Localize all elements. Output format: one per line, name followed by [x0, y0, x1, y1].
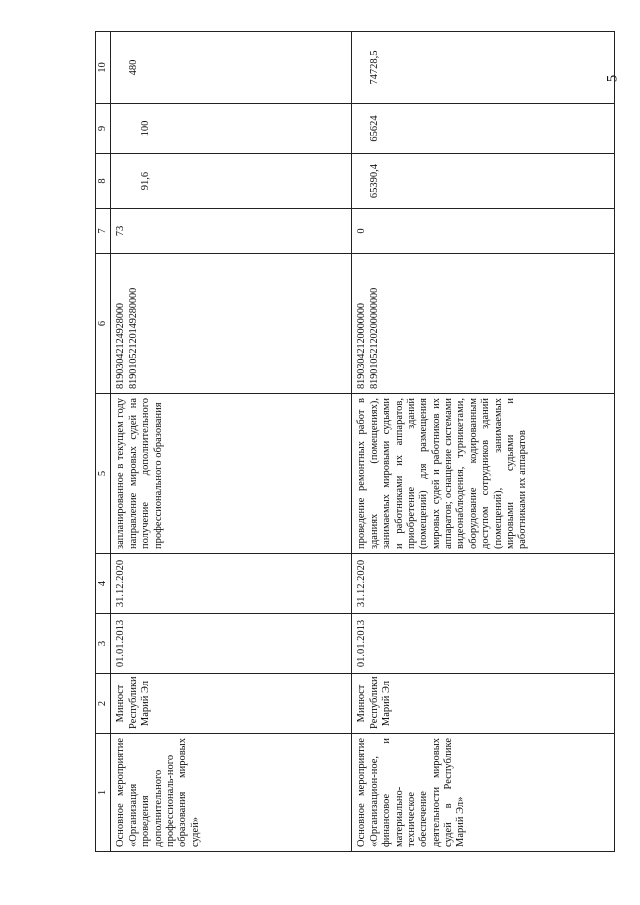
value-10-text: 74728,5 [368, 50, 380, 85]
executor-cell: Минюст Республики Марий Эл [352, 674, 615, 734]
table-row [111, 32, 352, 852]
page-number: 5 [603, 74, 620, 83]
start-date-cell: 01.01.2013 [111, 614, 352, 674]
header-cell-10: 10 [96, 32, 111, 104]
budget-code-line: 81901052120200000000 [368, 287, 380, 389]
header-cell-2: 2 [96, 674, 111, 734]
expected-result-cell: проведение ремонтных работ в зданиях (помещениях), занимаемых мировыми судьями и работниками их аппаратов, приобретение зданий (помещений) для размещения мировых судей и работников их аппаратов; оснащение системами видеонаблюдения, турникетами, оборудование кодированным доступом сотрудников зданий (помещений), занимаемых мировыми судьями и работниками их аппаратов [352, 394, 615, 554]
value-cell-9 [352, 104, 615, 154]
header-cell-7: 7 [96, 209, 111, 254]
budget-code-cell [111, 254, 352, 394]
activity-name-cell: Основное мероприятие «Организацион-ное, финансовое и материально-техническое обеспечение деятельности мировых судей в Республике Марий Эл» [352, 734, 615, 852]
header-cell-3: 3 [96, 614, 111, 674]
budget-code-line: 81901052120149280000 [127, 287, 139, 389]
activity-name-cell: Основное мероприятие «Организация проведения дополнительного профессиональ-ного образования мировых судей» [111, 734, 352, 852]
header-cell-6: 6 [96, 254, 111, 394]
header-cell-9: 9 [96, 104, 111, 154]
program-table [95, 31, 615, 852]
value-cell-10 [111, 32, 352, 104]
value-9-text: 100 [140, 120, 152, 137]
value-10-text: 480 [127, 59, 139, 76]
value-cell-8 [111, 154, 352, 209]
value-cell-7: 73 [111, 209, 352, 254]
expected-result-cell: запланированное в текущем году направление мировых судей на получение дополнительного профессионального образования [111, 394, 352, 554]
executor-cell: Минюст Республики Марий Эл [111, 674, 352, 734]
rotated-table-wrapper [95, 32, 615, 852]
budget-code-line: 81903042120000000 [356, 303, 368, 389]
budget-code-cell [352, 254, 615, 394]
table-row [352, 32, 615, 852]
header-cell-5: 5 [96, 394, 111, 554]
value-8-text: 91,6 [140, 171, 152, 191]
header-cell-1: 1 [96, 734, 111, 852]
value-9-text: 65624 [368, 115, 380, 142]
end-date-cell: 31.12.2020 [352, 554, 615, 614]
header-cell-8: 8 [96, 154, 111, 209]
value-cell-8 [352, 154, 615, 209]
start-date-cell: 01.01.2013 [352, 614, 615, 674]
value-cell-7: 0 [352, 209, 615, 254]
header-row [96, 32, 111, 852]
value-cell-9 [111, 104, 352, 154]
value-8-text: 65390,4 [368, 163, 380, 199]
end-date-cell: 31.12.2020 [111, 554, 352, 614]
value-cell-10 [352, 32, 615, 104]
header-cell-4: 4 [96, 554, 111, 614]
budget-code-line: 81903042124928000 [115, 303, 127, 389]
